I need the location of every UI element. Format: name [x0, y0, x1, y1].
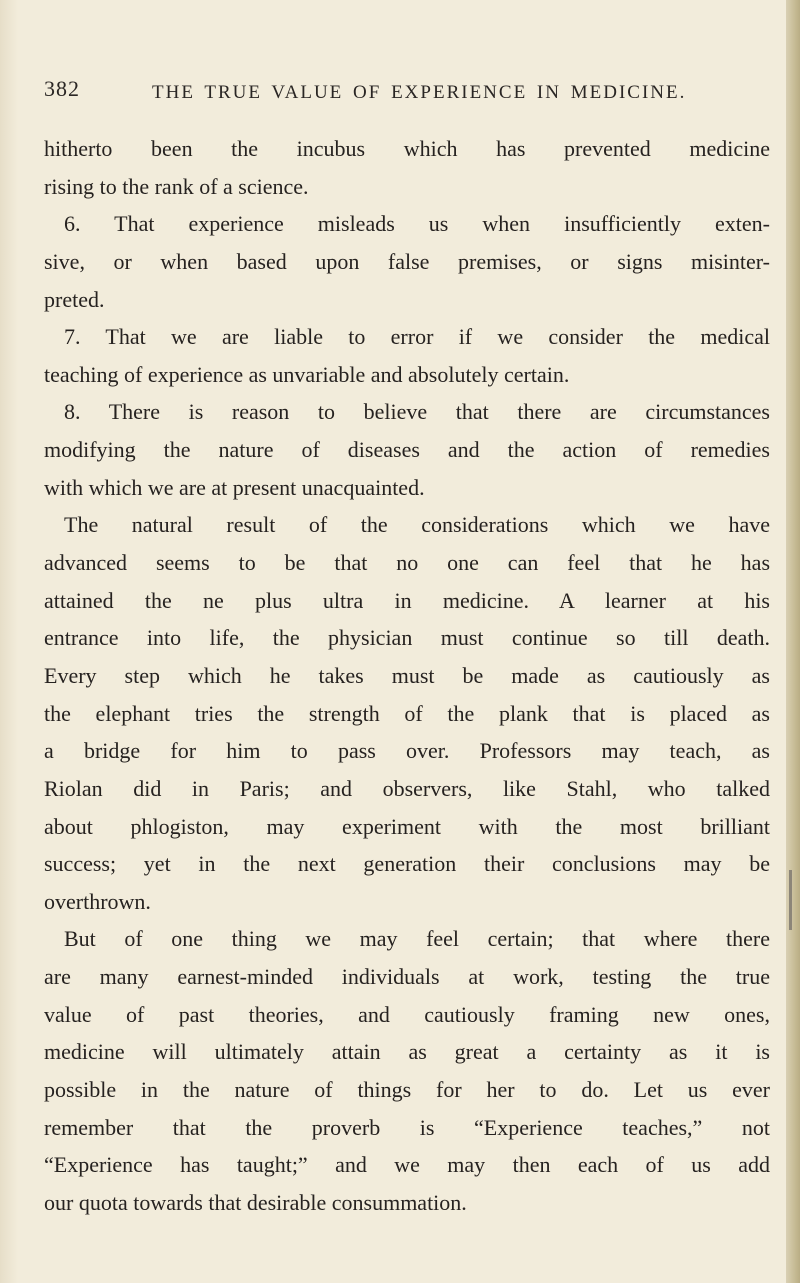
text-line: attained the ne plus ultra in medicine. A learner at his: [44, 587, 770, 613]
text-line: possible in the nature of things for her to do. Let us ever: [44, 1077, 770, 1103]
running-title: THE TRUE VALUE OF EXPERIENCE IN MEDICINE.: [152, 82, 687, 103]
text-line: But of one thing we may feel certain; that where there: [64, 926, 770, 952]
page-shadow-left: [0, 0, 18, 1283]
text-line: 8. There is reason to believe that there are circumstances: [64, 399, 770, 425]
margin-mark: [789, 870, 792, 930]
text-line: sive, or when based upon false premises, or signs misinter-: [44, 248, 770, 274]
text-line: entrance into life, the physician must continue so till death.: [44, 625, 770, 651]
text-line: a bridge for him to pass over. Professors may teach, as: [44, 738, 770, 764]
text-line: Every step which he takes must be made as cautiously as: [44, 662, 770, 688]
text-line: the elephant tries the strength of the plank that is placed as: [44, 700, 770, 726]
page-edge-right: [786, 0, 800, 1283]
text-line: The natural result of the considerations which we have: [64, 512, 770, 538]
text-line: remember that the proverb is “Experience teaches,” not: [44, 1114, 770, 1140]
text-line: Riolan did in Paris; and observers, like Stahl, who talked: [44, 775, 770, 801]
text-line: with which we are at present unacquainted.: [44, 474, 425, 500]
text-line: “Experience has taught;” and we may then each of us add: [44, 1152, 770, 1178]
text-line: 7. That we are liable to error if we consider the medical: [64, 324, 770, 350]
page-number: 382: [44, 76, 80, 101]
text-line: 6. That experience misleads us when insufficiently exten-: [64, 211, 770, 237]
body-text: [44, 134, 770, 1226]
text-line: our quota towards that desirable consummation.: [44, 1189, 467, 1215]
text-line: preted.: [44, 286, 105, 312]
text-line: advanced seems to be that no one can feel that he has: [44, 550, 770, 576]
text-line: teaching of experience as unvariable and absolutely certain.: [44, 361, 570, 387]
text-line: about phlogiston, may experiment with the most brilliant: [44, 813, 770, 839]
text-line: hitherto been the incubus which has prevented medicine: [44, 136, 770, 161]
text-line: rising to the rank of a science.: [44, 173, 309, 199]
text-line: modifying the nature of diseases and the action of remedies: [44, 437, 770, 463]
text-line: value of past theories, and cautiously framing new ones,: [44, 1001, 770, 1027]
text-line: are many earnest-minded individuals at work, testing the true: [44, 964, 770, 990]
text-line: overthrown.: [44, 888, 151, 914]
text-line: success; yet in the next generation their conclusions may be: [44, 851, 770, 877]
text-line: medicine will ultimately attain as great a certainty as it is: [44, 1039, 770, 1065]
